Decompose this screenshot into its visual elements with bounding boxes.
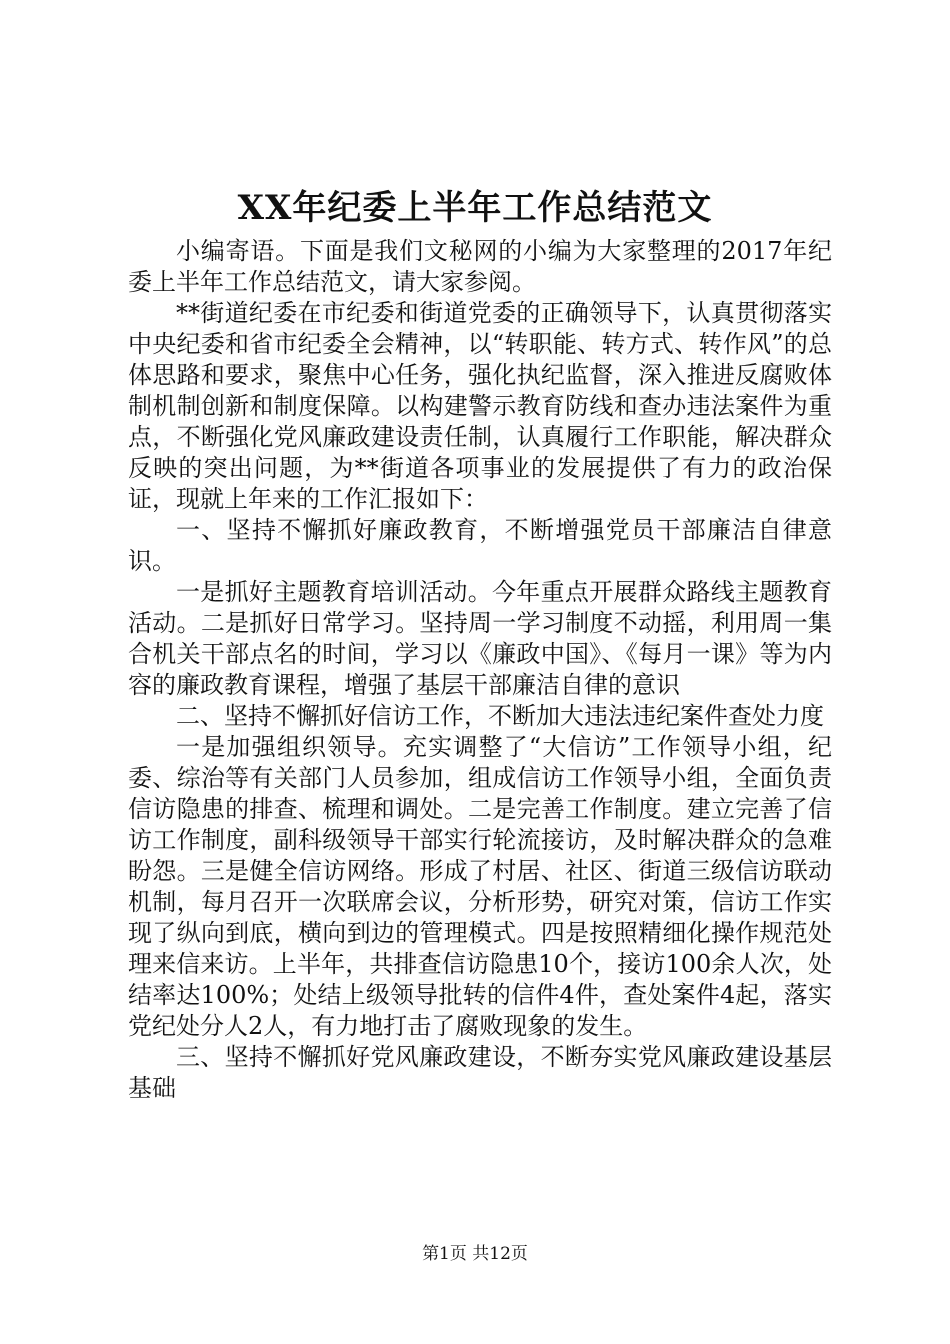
section-heading-2: 二、坚持不懈抓好信访工作，不断加大违法违纪案件查处力度 — [176, 702, 824, 730]
paragraph-overview: **街道纪委在市纪委和街道党委的正确领导下，认真贯彻落实中央纪委和省市纪委全会精神，以“转职能、转方式、转作风”的总体思路和要求，聚焦中心任务，强化执纪监督，深入推进反腐败体制机制创新和制度保障。以构建警示教育防线和查办违法案件为重点，不断强化党风廉政建设责任制，认真履行工作职能，解决群众反映的突出问题，为**街道各项事业的发展提供了有力的政治保证，现就上年来的工作汇报如下： — [128, 299, 832, 513]
paragraph-intro: 小编寄语。下面是我们文秘网的小编为大家整理的2017年纪委上半年工作总结范文，请大家参阅。 — [128, 237, 832, 296]
paragraph-section-1: 一是抓好主题教育培训活动。今年重点开展群众路线主题教育活动。二是抓好日常学习。坚持周一学习制度不动摇，利用周一集合机关干部点名的时间，学习以《廉政中国》、《每月一课》等为内容的廉政教育课程，增强了基层干部廉洁自律的意识 — [128, 578, 832, 699]
section-heading-3: 三、坚持不懈抓好党风廉政建设，不断夯实党风廉政建设基层基础 — [128, 1043, 832, 1102]
document-title: XX年纪委上半年工作总结范文 — [237, 188, 713, 228]
section-heading-1: 一、坚持不懈抓好廉政教育，不断增强党员干部廉洁自律意识。 — [128, 516, 832, 575]
document-body — [128, 236, 832, 1104]
paragraph-section-2: 一是加强组织领导。充实调整了“大信访”工作领导小组，纪委、综治等有关部门人员参加，组成信访工作领导小组，全面负责信访隐患的排查、梳理和调处。二是完善工作制度。建立完善了信访工作制度，副科级领导干部实行轮流接访，及时解决群众的急难盼怨。三是健全信访网络。形成了村居、社区、街道三级信访联动机制，每月召开一次联席会议，分析形势，研究对策，信访工作实现了纵向到底，横向到边的管理模式。四是按照精细化操作规范处理来信来访。上半年，共排查信访隐患10个，接访100余人次，处结率达100%；处结上级领导批转的信件4件，查处案件4起，落实党纪处分人2人，有力地打击了腐败现象的发生。 — [128, 733, 832, 1040]
page-number-footer: 第1页 共12页 — [422, 1244, 528, 1264]
